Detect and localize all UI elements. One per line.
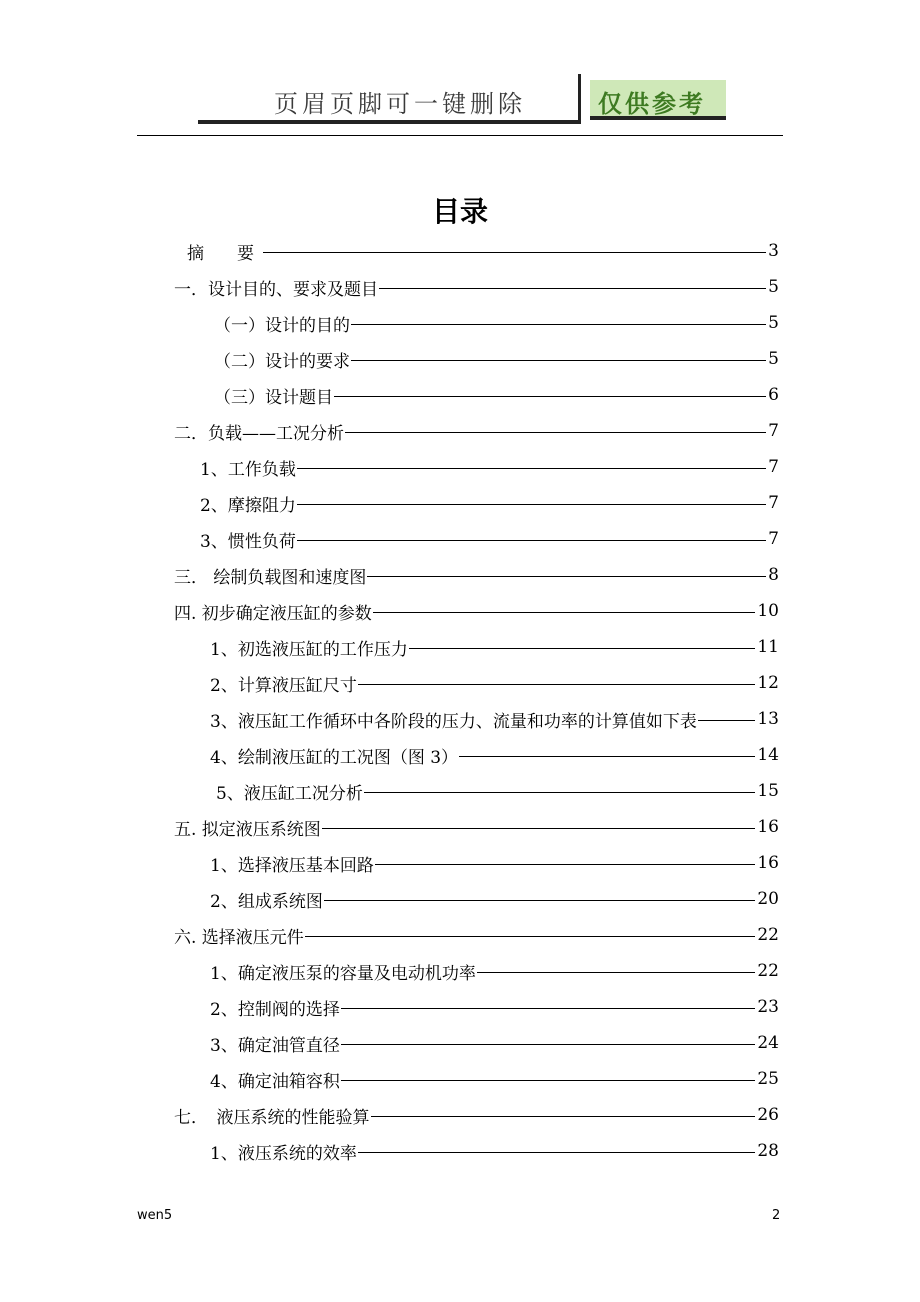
toc-leader	[698, 720, 756, 721]
toc-leader	[324, 900, 756, 901]
toc-label: 一．设计目的、要求及题目	[174, 279, 378, 300]
toc-entry-4-3[interactable]	[210, 702, 779, 736]
toc-label: 4、绘制液压缸的工况图（图 3）	[210, 747, 459, 768]
toc-leader	[263, 252, 766, 253]
toc-leader	[297, 504, 766, 505]
toc-entry-6-3[interactable]	[210, 1026, 779, 1060]
toc-page: 16	[757, 853, 779, 873]
toc-entry-1-1[interactable]	[214, 306, 779, 340]
toc-label: 5、液压缸工况分析	[216, 783, 363, 804]
toc-entry-section-2[interactable]	[174, 414, 779, 448]
toc-page: 14	[757, 745, 779, 765]
toc-label: 五. 拟定液压系统图	[174, 819, 321, 840]
toc-entry-4-1[interactable]	[210, 630, 779, 664]
toc-leader	[297, 468, 766, 469]
header-rule	[137, 135, 783, 136]
toc-page: 5	[768, 277, 779, 297]
toc-page: 7	[768, 493, 779, 513]
toc-entry-1-2[interactable]	[214, 342, 779, 376]
toc-entry-7-1[interactable]	[210, 1134, 779, 1168]
toc-leader	[341, 1080, 756, 1081]
toc-leader	[459, 756, 755, 757]
toc-entry-section-5[interactable]	[174, 810, 779, 844]
toc-page: 28	[757, 1141, 779, 1161]
toc-label: 六. 选择液压元件	[174, 927, 304, 948]
toc-label: 七． 液压系统的性能验算	[174, 1107, 370, 1128]
toc-leader	[371, 1116, 756, 1117]
toc-label: （三）设计题目	[214, 387, 333, 408]
toc-page: 26	[757, 1105, 779, 1125]
header-right-badge	[590, 80, 726, 120]
header-right-text: 仅供参考	[598, 90, 706, 118]
toc-leader	[373, 612, 756, 613]
toc-entry-2-3[interactable]	[200, 522, 779, 556]
toc-page: 25	[757, 1069, 779, 1089]
toc-page: 16	[757, 817, 779, 837]
toc-label: 1、选择液压基本回路	[210, 855, 374, 876]
toc-entry-4-2[interactable]	[210, 666, 779, 700]
toc-label: 2、摩擦阻力	[200, 495, 296, 516]
toc-leader	[351, 324, 766, 325]
page-title: 目录	[431, 195, 488, 228]
toc-label: 1、确定液压泵的容量及电动机功率	[210, 963, 476, 984]
toc-label: 2、组成系统图	[210, 891, 323, 912]
toc-leader	[345, 432, 766, 433]
toc-label: 二．负载——工况分析	[174, 423, 344, 444]
toc-entry-5-1[interactable]	[210, 846, 779, 880]
toc-leader	[379, 288, 766, 289]
toc-entry-4-5[interactable]	[216, 774, 779, 808]
toc-label: 3、惯性负荷	[200, 531, 296, 552]
toc-label: 1、液压系统的效率	[210, 1143, 357, 1164]
toc-entry-abstract[interactable]	[187, 234, 779, 268]
toc-leader	[364, 792, 756, 793]
toc-label: 2、计算液压缸尺寸	[210, 675, 357, 696]
toc-page: 12	[757, 673, 779, 693]
toc-leader	[341, 1008, 756, 1009]
toc-entry-6-1[interactable]	[210, 954, 779, 988]
toc-page: 7	[768, 421, 779, 441]
toc-page: 24	[757, 1033, 779, 1053]
toc-page: 6	[768, 385, 779, 405]
header-separator	[578, 74, 581, 124]
toc-label: 摘 要	[187, 243, 262, 264]
footer-left-text: wen5	[137, 1208, 173, 1223]
toc-entry-6-4[interactable]	[210, 1062, 779, 1096]
toc-leader	[334, 396, 766, 397]
toc-page: 11	[757, 637, 779, 657]
toc-entry-section-6[interactable]	[174, 918, 779, 952]
toc-leader	[477, 972, 756, 973]
toc-label: （二）设计的要求	[214, 351, 350, 372]
toc-entry-section-4[interactable]	[174, 594, 779, 628]
toc-entry-4-4[interactable]	[210, 738, 779, 772]
toc-entry-section-7[interactable]	[174, 1098, 779, 1132]
toc-leader	[341, 1044, 756, 1045]
toc-entry-1-3[interactable]	[214, 378, 779, 412]
toc-page: 22	[757, 961, 779, 981]
toc-page: 23	[757, 997, 779, 1017]
toc-leader	[367, 576, 766, 577]
toc-entry-2-1[interactable]	[200, 450, 779, 484]
header-banner	[198, 74, 726, 126]
toc-page: 5	[768, 313, 779, 333]
toc-entry-section-3[interactable]	[174, 558, 779, 592]
toc-label: （一）设计的目的	[214, 315, 350, 336]
header-left-box	[198, 74, 578, 124]
header-left-text: 页眉页脚可一键删除	[274, 90, 526, 118]
toc-label: 三． 绘制负载图和速度图	[174, 567, 367, 588]
toc-entry-section-1[interactable]	[174, 270, 779, 304]
toc-leader	[322, 828, 756, 829]
toc-leader	[305, 936, 756, 937]
toc-label: 1、初选液压缸的工作压力	[210, 639, 408, 660]
toc-page: 15	[757, 781, 779, 801]
toc-page: 13	[757, 709, 779, 729]
toc-page: 7	[768, 529, 779, 549]
toc-page: 3	[768, 241, 779, 261]
toc-label: 四. 初步确定液压缸的参数	[174, 603, 372, 624]
toc-page: 20	[757, 889, 779, 909]
toc-leader	[375, 864, 756, 865]
toc-leader	[409, 648, 756, 649]
toc-page: 10	[757, 601, 779, 621]
toc-leader	[297, 540, 766, 541]
toc-page: 5	[768, 349, 779, 369]
toc-entry-5-2[interactable]	[210, 882, 779, 916]
toc-entry-2-2[interactable]	[200, 486, 779, 520]
toc-leader	[351, 360, 766, 361]
toc-page: 7	[768, 457, 779, 477]
toc-leader	[358, 684, 756, 685]
toc-label: 4、确定油箱容积	[210, 1071, 340, 1092]
toc-entry-6-2[interactable]	[210, 990, 779, 1024]
toc-page: 22	[757, 925, 779, 945]
toc-label: 2、控制阀的选择	[210, 999, 340, 1020]
toc-label: 3、液压缸工作循环中各阶段的压力、流量和功率的计算值如下表	[210, 711, 697, 732]
toc-label: 1、工作负载	[200, 459, 296, 480]
toc-label: 3、确定油管直径	[210, 1035, 340, 1056]
toc-leader	[358, 1152, 756, 1153]
page-number: 2	[772, 1208, 781, 1223]
toc-page: 8	[768, 565, 779, 585]
